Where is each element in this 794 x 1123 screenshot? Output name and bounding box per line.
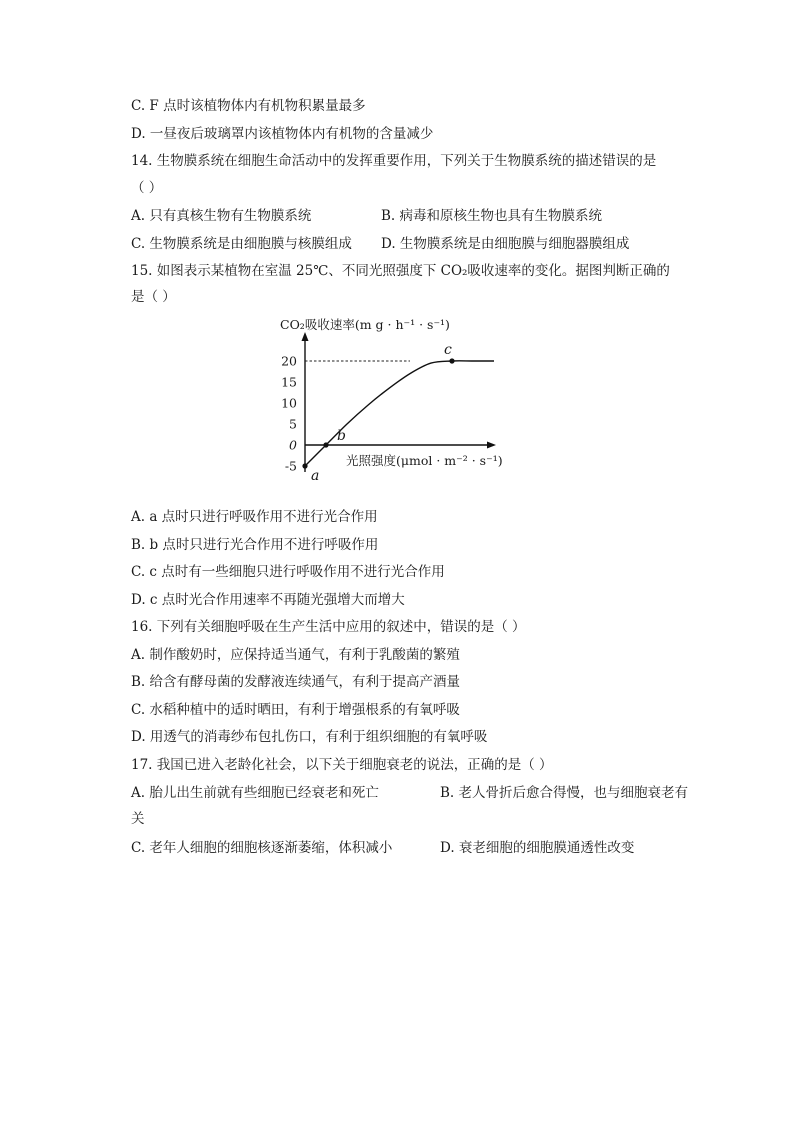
point-b-marker [323,442,328,447]
q14-option-d: D. 生物膜系统是由细胞膜与细胞器膜组成 [381,236,630,252]
q14-option-c: C. 生物膜系统是由细胞膜与核膜组成 [131,236,352,252]
q14-option-b: B. 病毒和原核生物也具有生物膜系统 [381,208,603,224]
y-tick-label: 10 [281,395,297,411]
q16-option-c: C. 水稻种植中的适时晒田，有利于增强根系的有氧呼吸 [131,702,460,718]
q17-option-b-cont: 关 [131,811,145,827]
q17-option-c: C. 老年人细胞的细胞核逐渐萎缩，体积减小 [131,840,393,856]
q15-option-b: B. b 点时只进行光合作用不进行呼吸作用 [131,537,379,553]
y-tick-label: -5 [284,458,297,474]
q14-option-a: A. 只有真核生物有生物膜系统 [131,208,312,224]
q14-stem: 14. 生物膜系统在细胞生命活动中的发挥重要作用，下列关于生物膜系统的描述错误的是 [131,153,657,169]
y-tick-label: 15 [281,374,297,390]
q16-option-b: B. 给含有酵母菌的发酵液连续通气，有利于提高产酒量 [131,674,461,690]
chart-svg [270,314,520,480]
point-a-marker [302,463,307,468]
q17-option-a: A. 胎儿出生前就有些细胞已经衰老和死亡 [131,785,379,801]
x-axis-arrow-icon [487,442,496,449]
co2-curve [305,361,494,466]
point-a-label: a [311,468,320,480]
q17-stem: 17. 我国已进入老龄化社会，以下关于细胞衰老的说法，正确的是（ ） [131,757,553,773]
y-axis-arrow-icon [302,332,309,341]
co2-absorption-chart [270,314,520,480]
q15-stem: 15. 如图表示某植物在室温 25℃、不同光照强度下 CO₂吸收速率的变化。据图判断正确的 [131,263,670,279]
q13-option-d: D. 一昼夜后玻璃罩内该植物体内有机物的含量减少 [131,126,434,142]
point-c-label: c [444,342,452,358]
y-tick-label: 0 [289,437,297,453]
y-axis-label: CO₂吸收速率(m g · h⁻¹ · s⁻¹) [280,317,450,332]
q16-option-d: D. 用透气的消毒纱布包扎伤口，有利于组织细胞的有氧呼吸 [131,729,488,745]
point-c-marker [449,358,454,363]
q17-option-d: D. 衰老细胞的细胞膜通透性改变 [440,840,635,856]
x-axis-label: 光照强度(μmol · m⁻² · s⁻¹) [346,453,503,468]
q15-option-d: D. c 点时光合作用速率不再随光强增大而增大 [131,592,405,608]
q15-option-a: A. a 点时只进行呼吸作用不进行光合作用 [131,509,378,525]
q16-stem: 16. 下列有关细胞呼吸在生产生活中应用的叙述中，错误的是（ ） [131,619,526,635]
y-tick-label: 20 [281,353,297,369]
q13-option-c: C. F 点时该植物体内有机物积累量最多 [131,98,366,114]
q17-option-b: B. 老人骨折后愈合得慢，也与细胞衰老有 [440,785,689,801]
q14-answer-paren: （ ） [131,180,163,196]
q15-option-c: C. c 点时有一些细胞只进行呼吸作用不进行光合作用 [131,564,445,580]
y-tick-label: 5 [289,416,297,432]
point-b-label: b [337,428,346,444]
q16-option-a: A. 制作酸奶时，应保持适当通气，有利于乳酸菌的繁殖 [131,647,460,663]
q15-stem-cont: 是（ ） [131,289,176,305]
